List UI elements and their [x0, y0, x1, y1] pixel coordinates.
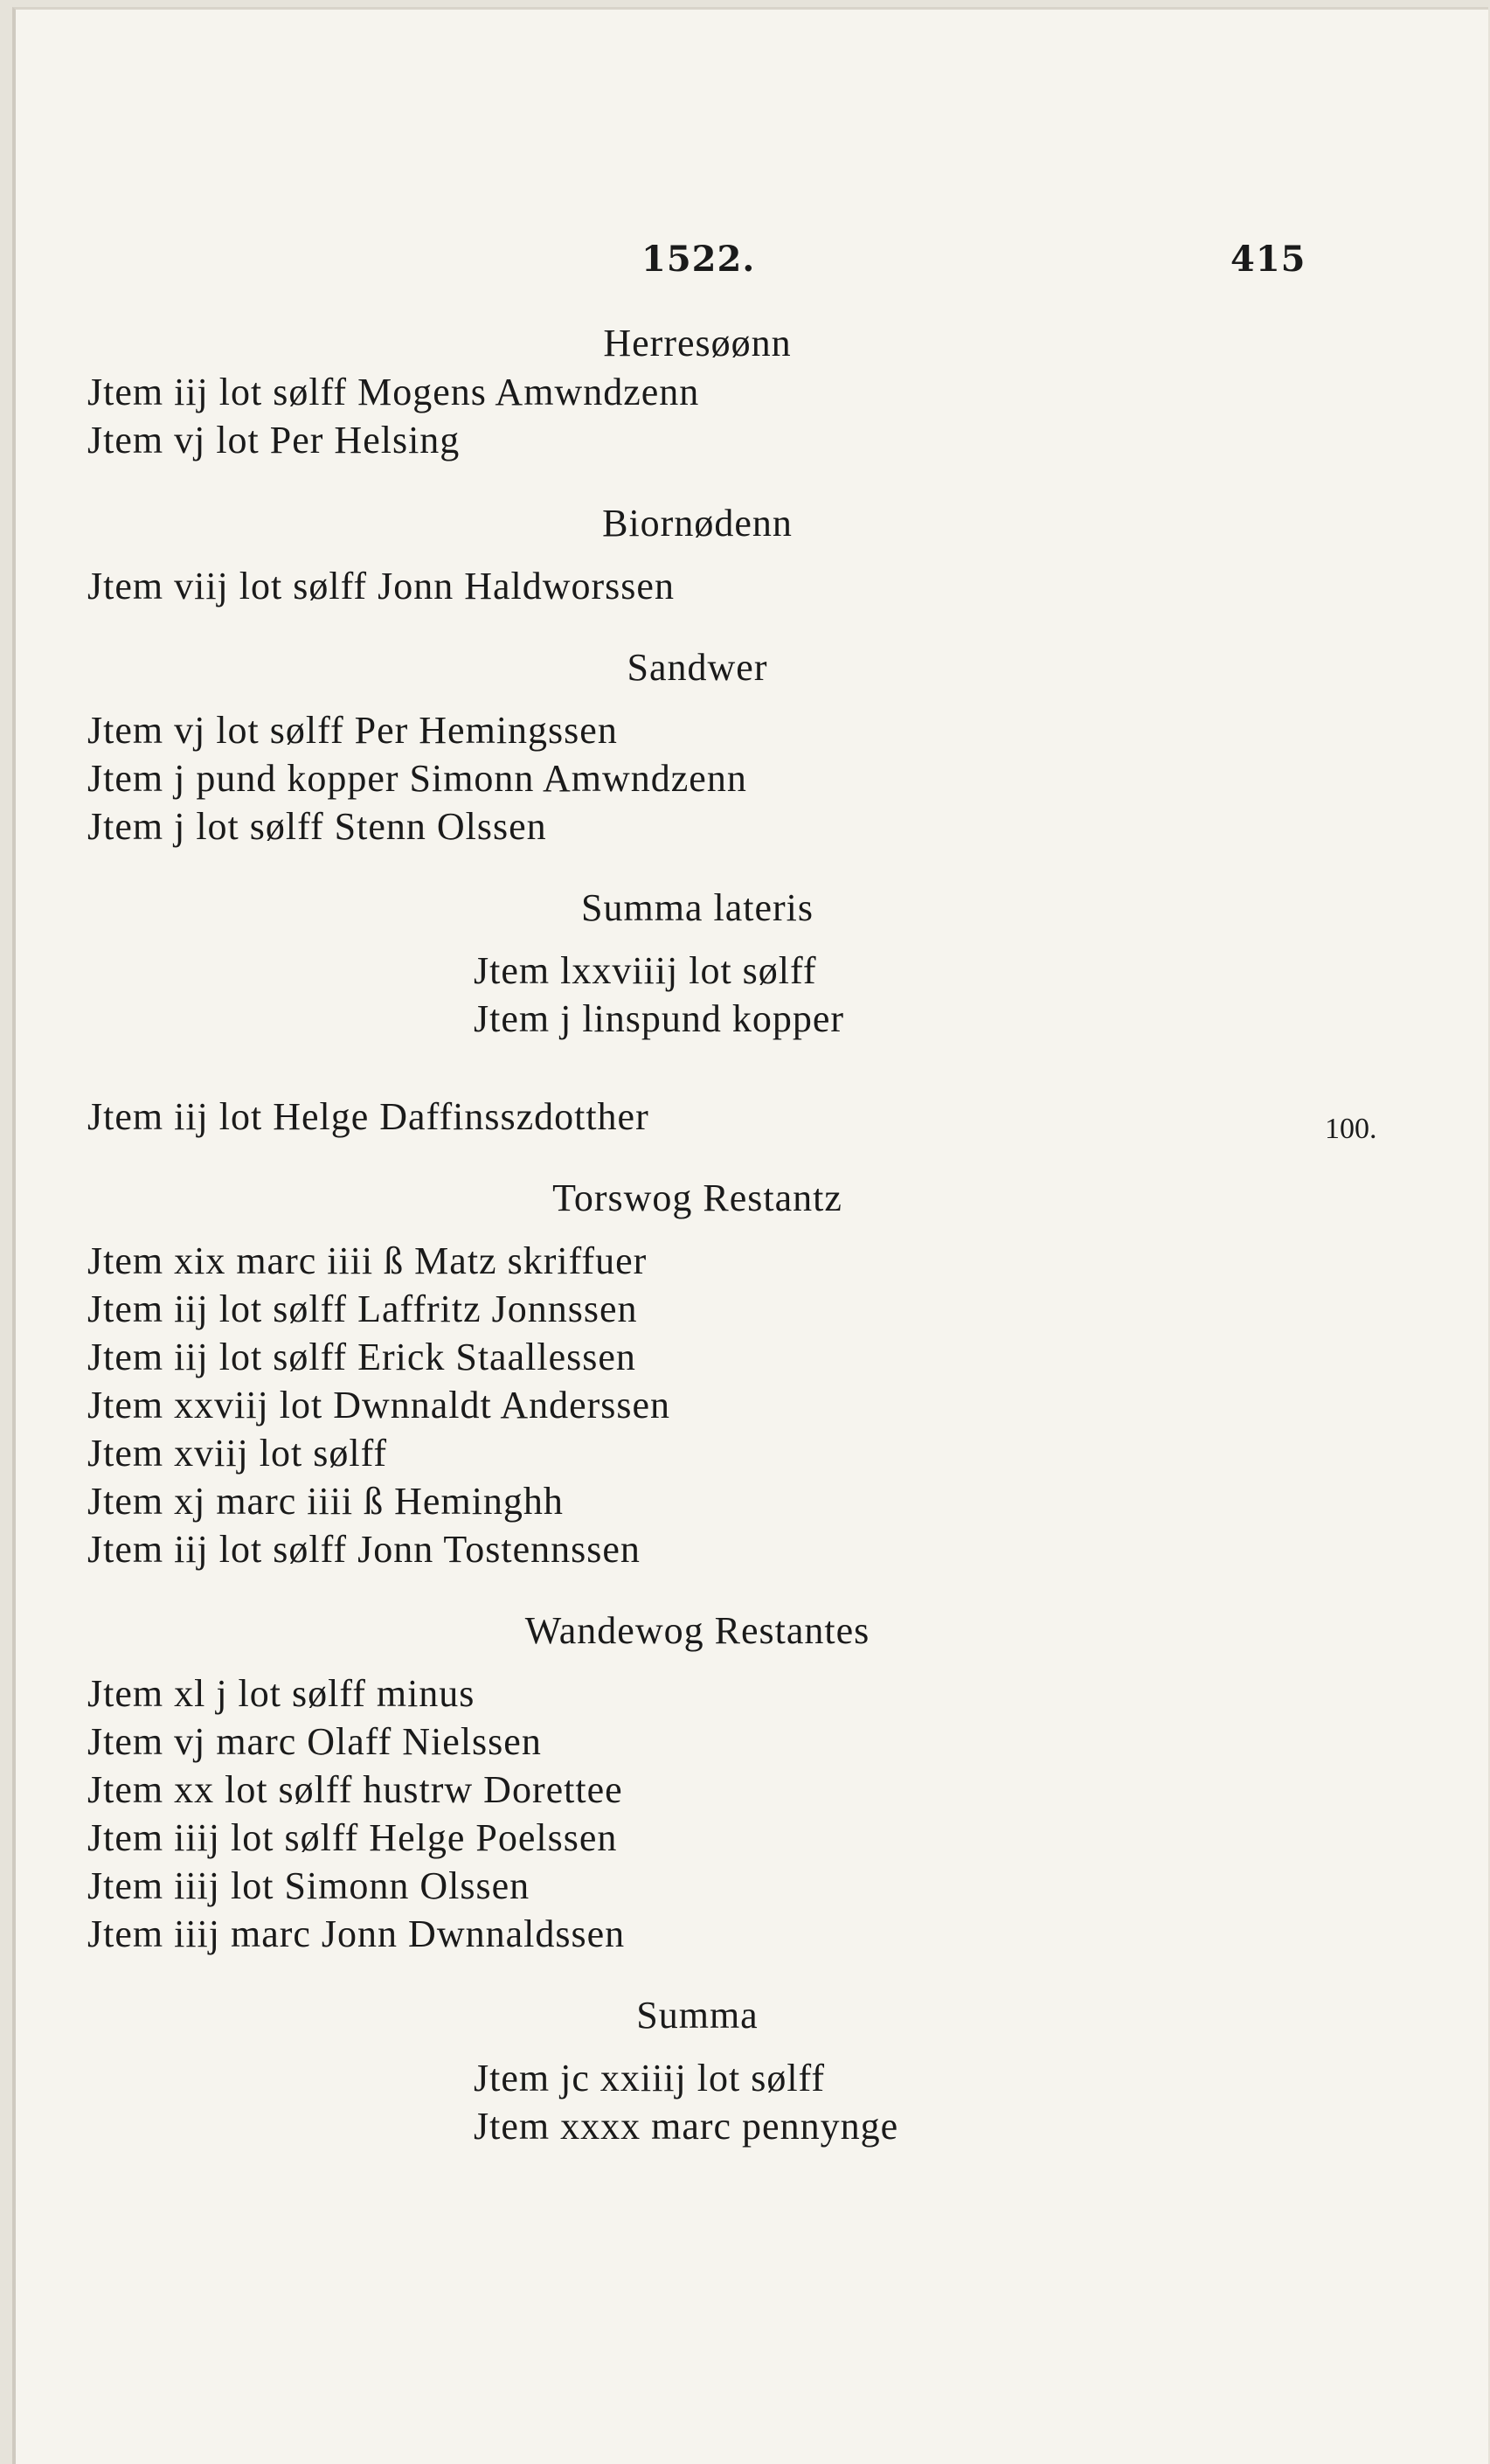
text-line: Jtem vj lot sølff Per Hemingssen	[87, 709, 618, 752]
document-page	[12, 7, 1488, 2464]
text-line: Jtem xj marc iiii ß Heminghh	[87, 1480, 564, 1523]
section-heading: Torswog Restantz	[552, 1176, 842, 1219]
sum-line: Jtem j linspund kopper	[474, 997, 845, 1040]
text-line: Jtem iij lot sølff Jonn Tostennssen	[87, 1528, 641, 1571]
text-line: Jtem vj lot Per Helsing	[87, 419, 461, 462]
page-year: 1522.	[641, 239, 756, 280]
sum-line: Jtem jc xxiiij lot sølff	[474, 2057, 826, 2100]
section-heading: Herresøønn	[603, 322, 792, 364]
section-heading: Biornødenn	[602, 502, 793, 545]
text-line: Jtem j pund kopper Simonn Amwndzenn	[87, 757, 747, 800]
section-heading: Wandewog Restantes	[524, 1609, 870, 1652]
text-line: Jtem xx lot sølff hustrw Dorettee	[87, 1768, 623, 1811]
text-line: Jtem xl j lot sølff minus	[87, 1672, 475, 1715]
section-heading: Summa	[636, 1994, 759, 2037]
text-line: Jtem iij lot sølff Laffritz Jonnssen	[87, 1288, 638, 1330]
text-line: Jtem xxviij lot Dwnnaldt Anderssen	[87, 1384, 671, 1426]
text-line: Jtem iij lot sølff Erick Staallessen	[87, 1336, 636, 1378]
text-line: Jtem j lot sølff Stenn Olssen	[87, 805, 547, 848]
page-number: 415	[1230, 239, 1306, 280]
sum-line: Jtem xxxx marc pennynge	[474, 2105, 899, 2148]
text-line: Jtem iiij lot sølff Helge Poelssen	[87, 1816, 618, 1859]
section-heading: Summa lateris	[581, 886, 814, 929]
text-line: Jtem iij lot Helge Daffinsszdotther	[87, 1095, 649, 1138]
sum-line: Jtem lxxviiij lot sølff	[474, 949, 817, 992]
text-line: Jtem xix marc iiii ß Matz skriffuer	[87, 1239, 648, 1282]
text-line: Jtem vj marc Olaff Nielssen	[87, 1720, 542, 1763]
section-heading: Sandwer	[627, 646, 768, 689]
text-line: Jtem xviij lot sølff	[87, 1432, 388, 1475]
text-line: Jtem viij lot sølff Jonn Haldworssen	[87, 565, 675, 607]
text-line: Jtem iiij marc Jonn Dwnnaldssen	[87, 1912, 626, 1955]
margin-note: 100.	[1325, 1113, 1377, 1145]
text-line: Jtem iij lot sølff Mogens Amwndzenn	[87, 371, 700, 413]
text-line: Jtem iiij lot Simonn Olssen	[87, 1864, 530, 1907]
